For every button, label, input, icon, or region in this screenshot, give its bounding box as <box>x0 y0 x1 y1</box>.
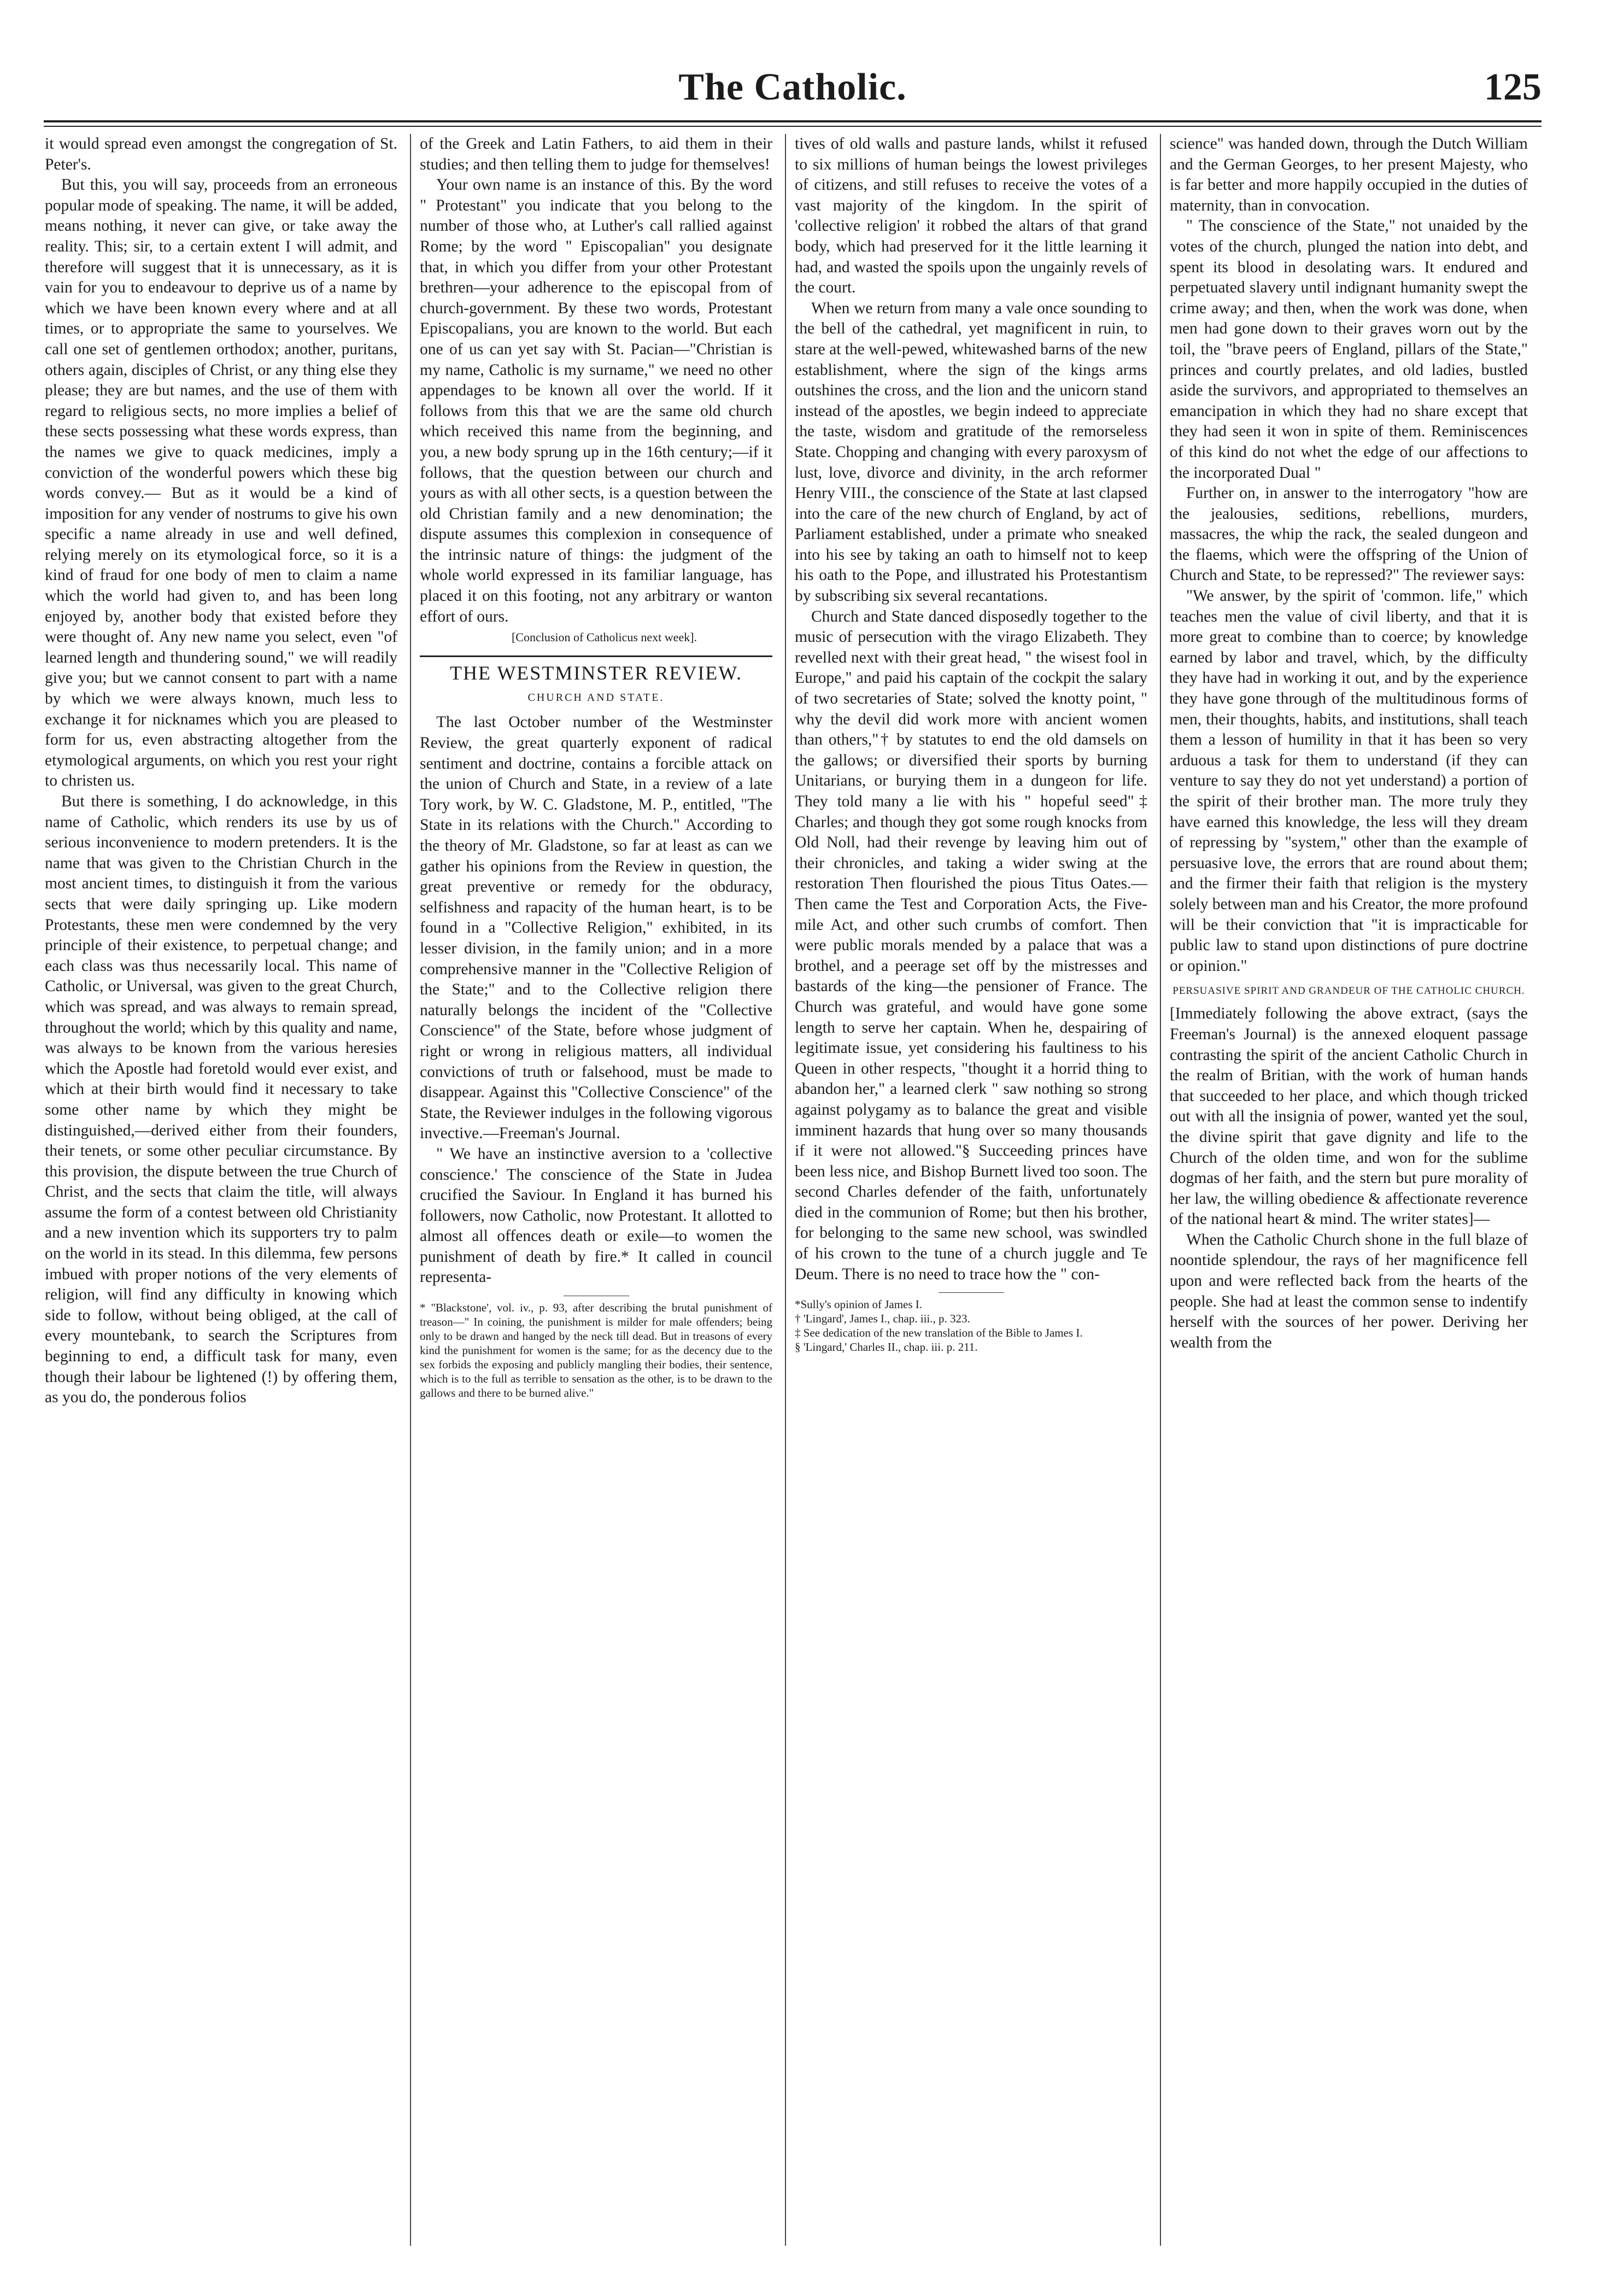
footnote: ‡ See dedication of the new translation of the Bible to James I. <box>795 1326 1083 1340</box>
section-rule <box>420 655 772 657</box>
paragraph: Your own name is an instance of this. By the word " Protestant" you indicate that you belong to the number of those who, at Luther's call rallied against Rome; by the word " Episcopalian" you designate that, in which you differ from your other Protestant brethren—your adherence to the episcopal from of church-government. By these two words, Protestant Episcopalians, you are known to the world. But each one of us can yet say with St. Pacian—"Christian is my name, Catholic is my surname," we need no other appendages to be known all over the world. If it follows from this that we are the same old church which received this name from the beginning, and you, a new body sprung up in the 16th century;—if it follows, that the question between our church and yours as with all other sects, is a question between the old Christian family and a new denomination; the dispute assumes this complexion in consequence of the intrinsic nature of things: the judgment of the whole world expressed in its familiar language, has placed it on this footing, not any arbitrary or wanton effort of ours. <box>420 176 772 625</box>
paragraph: " We have an instinctive aversion to a 'collective conscience.' The conscience of the State in Judea crucified the Saviour. In England it has burned his followers, now Catholic, now Protestant. It allotted to almost all offences death or exile—to women the punishment of death by fire.* It called in council representa- <box>420 1145 772 1286</box>
masthead-rule <box>44 120 1541 122</box>
column-4 <box>1170 134 1528 2246</box>
footnote: † 'Lingard', James I., chap. iii., p. 323. <box>795 1312 970 1326</box>
paragraph: The last October number of the Westminster Review, the great quarterly exponent of radical sentiment and doctrine, contains a forcible attack on the union of Church and State, in a review of a late Tory work, by W. C. Gladstone, M. P., entitled, "The State in its relations with the Church." According to the theory of Mr. Gladstone, so far at least as can we gather his opinions from the Review in question, the great preventive or remedy for the obduracy, selfishness and rapacity of the human heart, is to be found in a "Collective Religion," exhibited, in its lesser division, in the family union; and in a more comprehensive manner in the "Collective Religion of the State;" and to the Collective religion there naturally belongs the incident of the "Collective Conscience" of the State, before whose judgment of right or wrong in religious matters, all individual convictions of truth or falsehood, must be made to disappear. Against this "Collective Conscience" of the State, the Reviewer indulges in the following vigorous invective.—Freeman's Journal. <box>420 713 772 1143</box>
paragraph: " The conscience of the State," not unaided by the votes of the church, plunged the nation into debt, and spent its blood in desolating wars. It endured and perpetuated slavery until indignant humanity swept the crime away; and then, when the work was done, when men had gone down to their graves worn out by the toil, the "brave peers of England, pillars of the State," princes and courtly prelates, and old ladies, bustled aside the survivors, and appropriated to themselves an emancipation in which they had no share except that they had seen it won in spite of them. Reminiscences of this kind do not whet the edge of our affections to the incorporated Dual " <box>1170 217 1528 482</box>
footnote: * "Blackstone', vol. iv., p. 93, after describing the brutal punishment of treason—" In coining, the punishment is milder for male offenders; being only to be drawn and hanged by the neck till dead. But in treasons of every kind the punishment for women is the same; for as the decency due to the sex forbids the exposing and publicly mangling their bodies, their sentence, which is to the full as terrible to sensation as the other, is to be drawn to the gallows and there to be burned alive." <box>420 1301 772 1400</box>
column-3 <box>795 134 1147 2246</box>
footnote: § 'Lingard,' Charles II., chap. iii. p. 211. <box>795 1340 978 1354</box>
masthead <box>44 38 1541 126</box>
column-2 <box>420 134 772 2246</box>
masthead-rule-thin <box>44 126 1541 127</box>
column-divider <box>1160 134 1161 2246</box>
paragraph: it would spread even amongst the congregation of St. Peter's. <box>45 135 397 173</box>
footnote-rule <box>939 1292 1004 1293</box>
article-title: THE WESTMINSTER REVIEW. <box>450 661 742 684</box>
publication-title: The Catholic. <box>678 66 907 108</box>
footnote: *Sully's opinion of James I. <box>795 1298 923 1311</box>
paragraph: But there is something, I do acknowledge, in this name of Catholic, which renders its use by us of serious inconvenience to modern pretenders. It is the name that was given to the Christian Church in the most ancient times, to distinguish it from the various sects that were daily springing up. Like modern Protestants, these men were condemned by the very principle of their existence, to perpetual change; and each class was thus necessarily local. This name of Catholic, or Universal, was given to the great Church, which was spread, and was always to remain spread, throughout the world; which by this quality and name, was always to be known from the various heresies which the Apostle had foretold would ever exist, and which at their birth would find it necessary to take some other name by which they might be distinguished,—derived either from their founders, their tenets, or some other peculiar circumstance. By this provision, the dispute between the true Church of Christ, and the sects that claim the title, will always assume the form of a contest between old Christianity and a new invention which its supporters try to palm on the world in its stead. In this dilemma, few persons imbued with proper notions of the very elements of religion, will find any difficulty in knowing which side to follow, without being obliged, at the call of every mountebank, to search the Scriptures from beginning to end, a difficult task for many, even though their labour be lightened (!) by offering them, as you do, the ponderous folios <box>45 793 397 1407</box>
paragraph: "We answer, by the spirit of 'common. life," which teaches men the value of civil liberty, and that it is more great to combine than to coerce; by knowledge earned by labor and travel, which, by the difficulty they have had in working it out, and by the experience they have gone through of the multitudinous forms of men, their thoughts, habits, and institutions, shall teach them a lesson of humility in that it has been so very arduous a task for them to understand (if they can venture to say they do not yet understand) a portion of the spirit of their brother man. The more truly they have earned this knowledge, the less will they dream of repressing by "system," other than the example of persuasive love, the errors that are round about them; and the firmer their faith that religion is the mystery solely between man and his Creator, the more profound will be their conviction that "it is impracticable for public law to stand upon distinctions of pure doctrine or opinion." <box>1170 587 1528 975</box>
paragraph: Further on, in answer to the interrogatory "how are the jealousies, seditions, rebellions, murders, massacres, the whip the rack, the sealed dungeon and the flaems, which were the offspring of the Union of Church and State, to be repressed?" The reviewer says: <box>1170 484 1528 584</box>
paragraph: of the Greek and Latin Fathers, to aid them in their studies; and then telling them to judge for themselves! <box>420 135 772 173</box>
column-divider <box>410 134 411 2246</box>
paragraph: When we return from many a vale once sounding to the bell of the cathedral, yet magnificent in ruin, to stare at the well-pewed, whitewashed barns of the new establishment, where the sign of the kings arms outshines the cross, and the lion and the unicorn stand instead of the apostles, we begin indeed to appreciate the taste, wisdom and gratitude of the remorseless State. Chopping and changing with every paroxysm of lust, love, divorce and divinity, in the arch reformer Henry VIII., the conscience of the State at last clapsed into the care of the new church of England, by act of Parliament established, under a primate who sneaked into his see by taking an oath to himself not to keep his oath to the Pope, and illustrated his Protestantism by subscribing six several recantations. <box>795 299 1147 605</box>
paragraph: But this, you will say, proceeds from an erroneous popular mode of speaking. The name, it will be added, means nothing, it never can give, or take away the reality. This; sir, to a certain extent I will admit, and therefore will suggest that it is unnecessary, as it is vain for you to endeavour to deprive us of a name by which we have been known every where and at all times, or to appropriate the same to yourselves. We call one set of gentlemen orthodox; another, puritans, others again, disciples of Christ, or any thing else they please; they are but names, and the use of them with regard to religious sects, no more implies a belief of these sects possessing what these words express, than the names we give to quack medicines, imply a conviction of the wonderful powers which these big words convey.— But as it would be a kind of imposition for any vender of nostrums to give his own specific a name already in use and well defined, relying merely on its etymological force, so it is a kind of fraud for one body of men to claim a name which the world had given to, and has been long enjoyed by, another body that existed before they were thought of. Any new name you select, even "of learned length and thundering sound," we will readily give you; but we cannot consent to part with a name by which we were always known, much less to exchange it for nicknames which you are pleased to form for us, even abstracting altogether from the etymological arguments, on which you rest your right to christen us. <box>45 176 397 790</box>
paragraph: tives of old walls and pasture lands, whilst it refused to six millions of human beings the lowest privileges of citizens, and still refuses to receive the votes of a vast majority of the kingdom. In the spirit of 'collective religion' it robbed the altars of that grand body, which had preserved for it the little learning it had, and wasted the spoils upon the ungainly revels of the court. <box>795 135 1147 297</box>
paragraph: [Immediately following the above extract, (says the Freeman's Journal) is the annexed eloquent passage contrasting the spirit of the ancient Catholic Church in the realm of Britian, with the work of human hands that succeeded to her place, and which though tricked out with all the insignia of power, wanted yet the soul, the divine spirit that gave dignity and life to the Church of the olden time, and won for the sublime dogmas of her faith, and the stern but pure morality of her law, the willing obedience & affectionate reverence of the national heart & mind. The writer states]— <box>1170 1005 1528 1228</box>
paragraph: science" was handed down, through the Dutch William and the German Georges, to her present Majesty, who is far better and more happily occupied in the duties of maternity, than in convocation. <box>1170 135 1528 214</box>
section-subheading: PERSUASIVE SPIRIT AND GRANDEUR OF THE CATHOLIC CHURCH. <box>1172 985 1525 997</box>
article-subtitle: CHURCH AND STATE. <box>527 691 665 704</box>
paragraph: Church and State danced disposedly together to the music of persecution with the virago Elizabeth. They revelled next with their great head, " the wisest fool in Europe," and paid his captain of the cockpit the salary of two secretaries of State; solved the knotty point, " why the devil did work more with ancient women than others,"† by statutes to end the old damsels on the gallows; or diversified their sports by burning Unitarians, or burying them in a dungeon for life. They told many a lie with his " hopeful seed"‡ Charles; and though they got some rough knocks from Old Noll, had their revenge by leaving him out of their chronicles, and taking a wider swing at the restoration Then flourished the pious Titus Oates.— Then came the Test and Corporation Acts, the Five-mile Act, and other such crumbs of comfort. Then were public morals mended by a palace that was a brothel, and a peerage set off by the mistresses and bastards of the king—the pensioner of France. The Church was grateful, and would have gone some length to serve her captain. When he, despairing of legitimate issue, yet considering his faultiness to his Queen in other respects, "thought it a horrid thing to abandon her," a learned clerk " saw nothing so strong against polygamy as to balance the great and visible imminent hazards that hung over so many thousands if it were not allowed."§ Succeeding princes have been less nice, and Bishop Burnett lived too soon. The second Charles defender of the faith, unfortunately died in the communion of Rome; but then his brother, for belonging to the same new school, was swindled of his crown to the tune of a church juggle and Te Deum. There is no need to trace how the " con- <box>795 607 1147 1283</box>
column-1 <box>45 134 397 2246</box>
paragraph: When the Catholic Church shone in the full blaze of noontide splendour, the rays of her magnificence fell upon and were reflected back from the hearts of the people. She had at least the common sense to indentify herself with the sources of her power. Deriving her wealth from the <box>1170 1231 1528 1351</box>
continuation-note: [Conclusion of Catholicus next week]. <box>511 630 697 645</box>
page-number: 125 <box>1484 66 1541 108</box>
column-divider <box>785 134 786 2246</box>
